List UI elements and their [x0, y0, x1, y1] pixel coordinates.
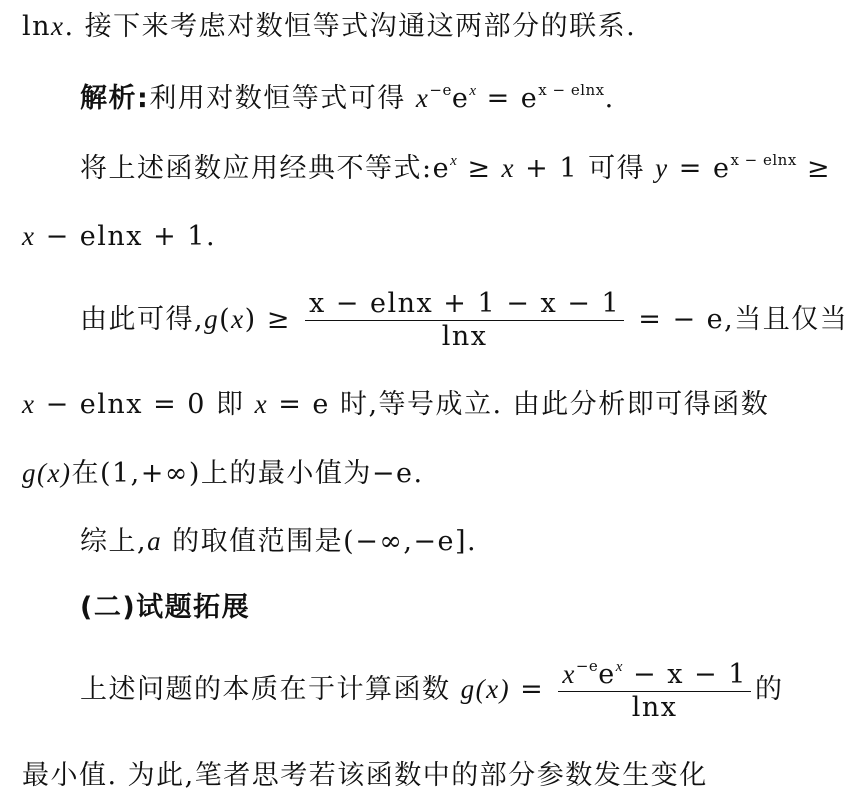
text-fragment: − x − 1 [622, 658, 747, 690]
math-variable: y [655, 153, 669, 183]
superscript: x [615, 658, 623, 675]
paragraph-line-4 [22, 216, 216, 257]
math-variable: x [22, 389, 36, 419]
math-variable: g [204, 304, 220, 334]
superscript: x − elnx [730, 151, 797, 169]
paragraph-line-3 [80, 148, 831, 189]
superscript: x [469, 83, 477, 99]
paragraph-line-7 [22, 453, 424, 494]
fraction-numerator: x − elnx + 1 − x − 1 [308, 288, 621, 319]
paragraph-line-8 [80, 521, 477, 562]
paragraph-line-5 [80, 286, 848, 353]
text-fragment: 的 [754, 674, 784, 705]
text-fragment: . [604, 83, 615, 114]
paragraph-line-1 [22, 6, 636, 47]
text-fragment: = e [668, 153, 731, 184]
text-fragment: ( [219, 304, 232, 335]
text-fragment: = e 时,等号成立. 由此分析即可得函数 [268, 389, 770, 420]
text-fragment: ≥ [796, 153, 832, 184]
paragraph-line-10 [80, 654, 783, 725]
text-fragment: 的取值范围是(−∞,−e]. [162, 526, 478, 557]
math-variable: x [562, 658, 576, 689]
fraction-denominator: lnx [441, 321, 488, 352]
math-variable: x [415, 83, 430, 113]
math-variable: x [254, 389, 269, 419]
text-fragment: 由此可得, [80, 304, 205, 335]
text-fragment: 将上述函数应用经典不等式:e [80, 153, 451, 184]
math-variable: x [501, 153, 516, 183]
math-variable: a [147, 526, 163, 556]
math-variable: g [22, 458, 37, 488]
text-fragment: = [510, 674, 555, 705]
math-variable: (x) [475, 674, 511, 704]
superscript: x − elnx [538, 81, 605, 99]
text-fragment: − elnx + 1. [35, 221, 217, 252]
math-variable: x [51, 11, 65, 41]
text-fragment: ) [244, 304, 257, 335]
text-fragment: ≥ [457, 153, 502, 184]
fraction-denominator: lnx [631, 691, 678, 723]
text-fragment: e [598, 658, 616, 690]
text-fragment: 在(1,+∞)上的最小值为−e. [71, 458, 424, 489]
superscript: −e [575, 656, 599, 675]
fraction-numerator [558, 658, 751, 691]
text-fragment: − elnx = 0 即 [35, 389, 255, 420]
paragraph-line-11 [22, 756, 708, 796]
text-fragment: = e [476, 83, 539, 114]
math-variable: (x) [37, 458, 72, 488]
text-fragment: ln [22, 11, 52, 42]
text-fragment: + 1 可得 [515, 153, 656, 184]
text-fragment: ≥ [256, 304, 301, 335]
paragraph-line-6 [22, 384, 769, 425]
math-variable: g [460, 674, 476, 704]
paragraph-line-2 [80, 78, 615, 119]
math-variable: x [231, 304, 245, 334]
math-variable: x [22, 221, 36, 251]
fraction [558, 658, 751, 724]
text-fragment: 利用对数恒等式可得 [149, 83, 416, 114]
superscript: x [450, 153, 458, 169]
section-heading [80, 588, 250, 628]
fraction [305, 288, 624, 353]
text-fragment: . 接下来考虑对数恒等式沟通这两部分的联系. [64, 11, 637, 42]
text-fragment: 综上, [80, 526, 148, 557]
text-fragment: = − e,当且仅当 [628, 304, 848, 335]
section-heading-text: (二)试题拓展 [80, 592, 251, 623]
superscript: −e [429, 81, 452, 99]
analysis-heading: 解析: [80, 83, 150, 114]
text-fragment: e [451, 83, 470, 114]
text-fragment: 最小值. 为此,笔者思考若该函数中的部分参数发生变化 [22, 760, 708, 791]
text-fragment: 上述问题的本质在于计算函数 [80, 674, 461, 705]
